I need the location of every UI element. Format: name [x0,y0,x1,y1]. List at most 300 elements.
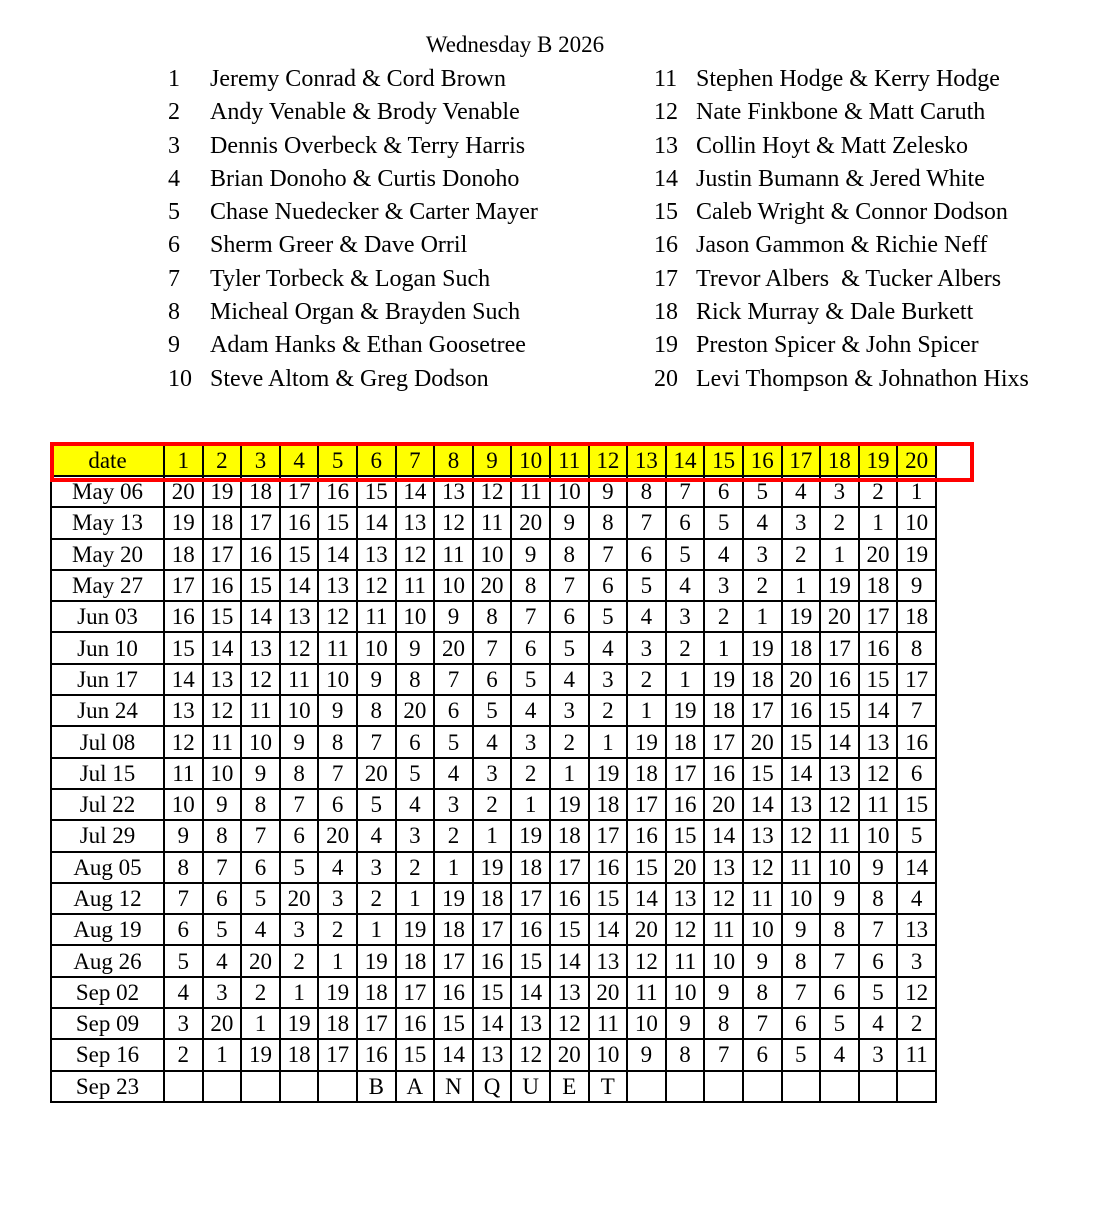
schedule-cell: 8 [859,883,898,914]
team-number: 15 [654,199,678,226]
schedule-cell: 2 [589,695,628,726]
schedule-cell: 18 [357,977,396,1008]
schedule-cell: 4 [782,476,821,507]
schedule-cell: 4 [627,601,666,632]
schedule-cell: 12 [357,570,396,601]
team-entry [168,196,538,229]
schedule-date: May 27 [51,570,164,601]
schedule-cell: 13 [164,695,203,726]
schedule-cell: 3 [473,758,512,789]
schedule-cell: 3 [511,726,550,757]
schedule-cell: 10 [627,1008,666,1039]
schedule-cell: 8 [897,632,936,663]
team-entry [168,130,538,163]
schedule-date: Jul 29 [51,820,164,851]
team-entry [168,329,538,362]
schedule-cell: 8 [164,852,203,883]
schedule-cell: 11 [820,820,859,851]
schedule-cell: 14 [550,945,589,976]
team-number: 14 [654,165,678,192]
schedule-cell: 7 [511,601,550,632]
schedule-cell: 1 [897,476,936,507]
team-name: Collin Hoyt & Matt Zelesko [696,132,968,159]
schedule-cell: 17 [473,914,512,945]
schedule-cell: 20 [434,632,473,663]
schedule-cell: 12 [897,977,936,1008]
schedule-cell: 3 [357,852,396,883]
schedule-cell: 15 [280,539,319,570]
schedule-cell [782,1071,821,1102]
schedule-cell: 16 [897,726,936,757]
schedule-cell: 10 [280,695,319,726]
schedule-cell: 20 [396,695,435,726]
team-name: Trevor Albers & Tucker Albers [696,265,1002,292]
schedule-cell: 10 [164,789,203,820]
schedule-cell: 16 [704,758,743,789]
schedule-cell: 18 [280,1039,319,1070]
schedule-cell: 20 [318,820,357,851]
schedule-cell: 13 [859,726,898,757]
schedule-cell: 1 [743,601,782,632]
schedule-row [51,852,936,883]
schedule-cell: 19 [357,945,396,976]
schedule-cell: 12 [627,945,666,976]
schedule-row [51,601,936,632]
schedule-cell: 6 [164,914,203,945]
schedule-cell: 6 [396,726,435,757]
schedule-date: Sep 16 [51,1039,164,1070]
schedule-cell: 6 [511,632,550,663]
schedule-cell: 13 [241,632,280,663]
schedule-cell: 1 [473,820,512,851]
schedule-cell: 3 [280,914,319,945]
schedule-cell: 20 [203,1008,242,1039]
schedule-cell: 14 [434,1039,473,1070]
schedule-cell: 7 [743,1008,782,1039]
schedule-date: Jun 17 [51,664,164,695]
schedule-cell: 9 [241,758,280,789]
schedule-date: Aug 26 [51,945,164,976]
schedule-cell: 10 [357,632,396,663]
schedule-cell: 7 [704,1039,743,1070]
team-number: 11 [654,66,678,92]
schedule-cell: 5 [550,632,589,663]
team-number: 10 [168,365,192,392]
schedule-date: Jun 10 [51,632,164,663]
schedule-cell: 2 [357,883,396,914]
schedule-cell: 9 [280,726,319,757]
schedule-cell: 11 [280,664,319,695]
schedule-cell: 20 [473,570,512,601]
team-entry [654,130,1029,163]
team-column-header: 14 [666,445,705,476]
schedule-cell: 8 [396,664,435,695]
team-number: 2 [168,99,180,126]
schedule-cell: 17 [704,726,743,757]
schedule-row [51,977,936,1008]
team-name: Sherm Greer & Dave Orril [210,232,468,259]
team-column-header: 9 [473,445,512,476]
schedule-row [51,539,936,570]
schedule-cell: 8 [550,539,589,570]
schedule-cell: 10 [820,852,859,883]
schedule-cell: 12 [704,883,743,914]
team-entry [654,296,1029,329]
schedule-cell: 19 [473,852,512,883]
team-entry [654,163,1029,196]
schedule-cell: 1 [550,758,589,789]
schedule-date: May 13 [51,507,164,538]
schedule-row [51,789,936,820]
team-name: Preston Spicer & John Spicer [696,332,979,359]
schedule-cell: 7 [666,476,705,507]
schedule-cell: 15 [357,476,396,507]
schedule-cell: 10 [203,758,242,789]
schedule-cell: 10 [550,476,589,507]
schedule-cell: 13 [318,570,357,601]
schedule-cell: 17 [241,507,280,538]
schedule-cell: 2 [550,726,589,757]
schedule-cell: 4 [241,914,280,945]
team-entry [654,63,1029,96]
schedule-cell: 19 [241,1039,280,1070]
schedule-cell: 14 [241,601,280,632]
schedule-cell: N [434,1071,473,1102]
schedule-cell: 8 [241,789,280,820]
schedule-cell: 13 [280,601,319,632]
schedule-cell: 3 [434,789,473,820]
schedule-date: Sep 23 [51,1071,164,1102]
team-number: 3 [168,132,180,159]
schedule-cell: 14 [859,695,898,726]
team-column-header: 3 [241,445,280,476]
schedule-cell: 13 [782,789,821,820]
schedule-row [51,1071,936,1102]
schedule-cell: 8 [318,726,357,757]
schedule-cell: 5 [589,601,628,632]
team-list-right [654,63,1029,396]
team-column-header: 1 [164,445,203,476]
schedule-cell: 17 [434,945,473,976]
schedule-cell: 7 [897,695,936,726]
schedule-cell: 19 [704,664,743,695]
schedule-cell: 12 [473,476,512,507]
schedule-cell: 8 [704,1008,743,1039]
schedule-cell: 5 [203,914,242,945]
team-number: 19 [654,332,678,359]
schedule-cell: 15 [589,883,628,914]
schedule-cell: 1 [782,570,821,601]
schedule-cell: 7 [434,664,473,695]
schedule-cell: 3 [627,632,666,663]
schedule-cell: 2 [820,507,859,538]
team-number: 20 [654,365,678,392]
schedule-cell [241,1071,280,1102]
schedule-cell: 14 [203,632,242,663]
schedule-cell: 13 [473,1039,512,1070]
schedule-cell: 11 [782,852,821,883]
schedule-cell: 9 [820,883,859,914]
schedule-cell: 12 [241,664,280,695]
schedule-cell: 6 [550,601,589,632]
schedule-cell: 17 [164,570,203,601]
team-name: Jason Gammon & Richie Neff [696,232,988,259]
team-entry [654,96,1029,129]
schedule-cell: 11 [589,1008,628,1039]
schedule-cell [704,1071,743,1102]
schedule-cell: 4 [396,789,435,820]
schedule-cell: 8 [743,977,782,1008]
schedule-cell: 18 [241,476,280,507]
schedule-cell: 2 [164,1039,203,1070]
schedule-cell: 3 [859,1039,898,1070]
schedule-cell: 4 [434,758,473,789]
schedule-cell: 2 [511,758,550,789]
team-number: 5 [168,199,180,226]
schedule-cell: 5 [241,883,280,914]
schedule-cell: 14 [743,789,782,820]
schedule-cell: 4 [203,945,242,976]
schedule-cell: 4 [704,539,743,570]
schedule-cell: 18 [782,632,821,663]
schedule-cell: 12 [164,726,203,757]
schedule-row [51,507,936,538]
schedule-cell: 3 [666,601,705,632]
schedule-cell: 13 [666,883,705,914]
schedule-cell: 14 [820,726,859,757]
team-entry [168,229,538,262]
team-name: Levi Thompson & Johnathon Hixs [696,365,1029,392]
schedule-cell: 6 [666,507,705,538]
schedule-cell: 1 [203,1039,242,1070]
team-entry [654,196,1029,229]
schedule-cell: 20 [511,507,550,538]
schedule-cell: 18 [473,883,512,914]
team-list-left [168,63,538,396]
schedule-cell: 15 [897,789,936,820]
schedule-cell: 14 [357,507,396,538]
schedule-cell: 10 [434,570,473,601]
team-column-header: 10 [511,445,550,476]
team-column-header: 2 [203,445,242,476]
schedule-cell: 6 [859,945,898,976]
schedule-cell: 6 [704,476,743,507]
schedule-cell: 16 [318,476,357,507]
team-name: Micheal Organ & Brayden Such [210,299,521,326]
schedule-cell: 11 [357,601,396,632]
schedule-cell: 10 [589,1039,628,1070]
schedule-cell: 17 [203,539,242,570]
schedule-cell: 12 [666,914,705,945]
schedule-cell: 13 [704,852,743,883]
schedule-cell: 15 [241,570,280,601]
team-column-header: 7 [396,445,435,476]
schedule-cell: 3 [782,507,821,538]
team-name: Caleb Wright & Connor Dodson [696,199,1008,226]
schedule-row [51,664,936,695]
schedule-cell: 16 [280,507,319,538]
schedule-cell: 18 [511,852,550,883]
schedule-row [51,883,936,914]
schedule-cell: 15 [859,664,898,695]
team-number: 17 [654,265,678,292]
schedule-cell: 11 [704,914,743,945]
schedule-cell: 9 [396,632,435,663]
schedule-row [51,1008,936,1039]
team-column-header: 15 [704,445,743,476]
schedule-cell: 19 [203,476,242,507]
schedule-row [51,1039,936,1070]
schedule-cell: 14 [280,570,319,601]
schedule-cell: 16 [434,977,473,1008]
schedule-cell: 8 [589,507,628,538]
schedule-cell: 12 [782,820,821,851]
schedule-cell: 4 [511,695,550,726]
schedule-cell: 8 [820,914,859,945]
schedule-cell: 3 [203,977,242,1008]
schedule-cell: 12 [550,1008,589,1039]
schedule-cell: 18 [550,820,589,851]
schedule-cell: 17 [550,852,589,883]
schedule-cell: 17 [511,883,550,914]
schedule-cell: 10 [396,601,435,632]
schedule-cell: 6 [897,758,936,789]
schedule-cell: 10 [318,664,357,695]
team-entry [654,263,1029,296]
schedule-cell: 18 [859,570,898,601]
schedule-cell: 16 [782,695,821,726]
schedule-cell: 6 [434,695,473,726]
schedule-cell: 14 [627,883,666,914]
schedule-cell: 13 [550,977,589,1008]
schedule-cell: 19 [434,883,473,914]
team-column-header: 6 [357,445,396,476]
schedule-cell: 6 [280,820,319,851]
schedule-cell: 12 [318,601,357,632]
schedule-cell: 14 [782,758,821,789]
schedule-cell: 13 [743,820,782,851]
schedule-cell: 4 [859,1008,898,1039]
schedule-cell: 16 [820,664,859,695]
schedule-cell: 9 [897,570,936,601]
schedule-cell [318,1071,357,1102]
schedule-cell: 9 [357,664,396,695]
schedule-cell: 19 [666,695,705,726]
schedule-cell: 9 [434,601,473,632]
schedule-cell: 15 [473,977,512,1008]
schedule-cell: 18 [396,945,435,976]
schedule-cell: 17 [859,601,898,632]
schedule-cell: 1 [511,789,550,820]
schedule-cell: 9 [666,1008,705,1039]
schedule-cell: 3 [396,820,435,851]
schedule-cell: 20 [589,977,628,1008]
schedule-cell: 15 [666,820,705,851]
team-number: 1 [168,66,180,92]
schedule-cell: 12 [743,852,782,883]
schedule-cell: 11 [897,1039,936,1070]
schedule-row [51,632,936,663]
schedule-cell: 20 [743,726,782,757]
team-column-header: 13 [627,445,666,476]
schedule-cell: 16 [473,945,512,976]
schedule-cell: 6 [589,570,628,601]
schedule-date: Jun 03 [51,601,164,632]
team-column-header: 17 [782,445,821,476]
schedule-cell: 5 [164,945,203,976]
schedule-cell: 19 [280,1008,319,1039]
schedule-cell: 2 [241,977,280,1008]
schedule-cell: 10 [782,883,821,914]
schedule-cell: 8 [357,695,396,726]
schedule-cell: 20 [704,789,743,820]
schedule-cell: 5 [357,789,396,820]
schedule-cell: 9 [203,789,242,820]
schedule-cell: 16 [859,632,898,663]
schedule-cell: 20 [666,852,705,883]
schedule-cell: 9 [859,852,898,883]
team-column-header: 18 [820,445,859,476]
schedule-cell [627,1071,666,1102]
schedule-cell: 2 [897,1008,936,1039]
schedule-row [51,758,936,789]
schedule-cell: 1 [627,695,666,726]
schedule-cell: 11 [434,539,473,570]
schedule-cell: 17 [280,476,319,507]
schedule-cell: 20 [782,664,821,695]
schedule-cell: 5 [782,1039,821,1070]
schedule-cell: 4 [820,1039,859,1070]
schedule-cell: 7 [627,507,666,538]
schedule-cell: 18 [627,758,666,789]
schedule-cell: 1 [318,945,357,976]
schedule-cell: 11 [203,726,242,757]
schedule-cell: 8 [666,1039,705,1070]
schedule-cell: 17 [897,664,936,695]
schedule-cell: 13 [589,945,628,976]
schedule-cell: 3 [897,945,936,976]
schedule-cell [280,1071,319,1102]
schedule-cell: 11 [627,977,666,1008]
schedule-cell: 18 [589,789,628,820]
schedule-cell: 15 [318,507,357,538]
schedule-cell: 4 [743,507,782,538]
schedule-cell: 19 [782,601,821,632]
schedule-cell: 13 [511,1008,550,1039]
schedule-cell: 2 [704,601,743,632]
schedule-cell: 5 [859,977,898,1008]
schedule-cell: 8 [203,820,242,851]
schedule-cell: 15 [434,1008,473,1039]
schedule-cell: 2 [627,664,666,695]
schedule-cell: 8 [782,945,821,976]
schedule-date: Sep 02 [51,977,164,1008]
schedule-cell: U [511,1071,550,1102]
schedule-cell: 5 [627,570,666,601]
schedule-cell: 10 [859,820,898,851]
team-column-header: 16 [743,445,782,476]
schedule-cell: 6 [203,883,242,914]
team-number: 16 [654,232,678,259]
schedule-cell: 14 [396,476,435,507]
schedule-cell: 7 [357,726,396,757]
schedule-cell: 17 [589,820,628,851]
schedule-cell: 19 [743,632,782,663]
schedule-cell: 20 [357,758,396,789]
schedule-cell: E [550,1071,589,1102]
schedule-cell: 3 [550,695,589,726]
team-number: 8 [168,299,180,326]
